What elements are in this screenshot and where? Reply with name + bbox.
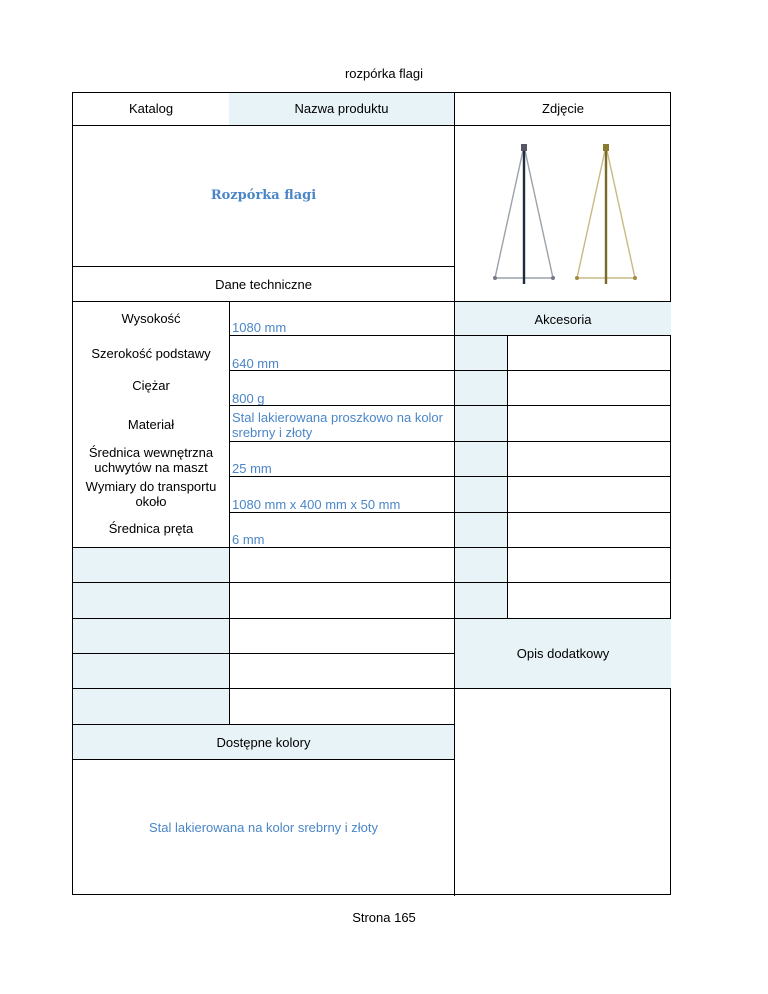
flag-spreader-image	[455, 126, 672, 302]
silver-spreader-icon	[493, 144, 555, 284]
accessory-thumb	[454, 441, 507, 476]
spec-value: Stal lakierowana proszkowo na kolor srebrny i złoty	[229, 405, 454, 441]
accessory-thumb	[454, 370, 507, 405]
empty-row-label	[73, 653, 229, 688]
spec-value: 25 mm	[229, 441, 454, 476]
spec-value: 800 g	[229, 370, 454, 405]
spec-value: 1080 mm x 400 mm x 50 mm	[229, 476, 454, 512]
accessory-desc	[507, 582, 671, 618]
spec-label: Materiał	[127, 417, 175, 432]
product-name-cell	[73, 125, 454, 266]
empty-row-label	[73, 547, 229, 582]
accessory-desc	[507, 512, 671, 547]
accessory-desc	[507, 335, 671, 370]
empty-row-value	[229, 547, 454, 582]
photo-cell	[454, 125, 671, 301]
spec-value: 1080 mm	[229, 301, 454, 335]
accessory-thumb	[454, 405, 507, 441]
spec-label: Wymiary do transportu około	[85, 479, 217, 509]
spec-value: 640 mm	[229, 335, 454, 370]
extra-description-cell	[454, 688, 671, 896]
spec-label: Wysokość	[121, 311, 181, 326]
accessory-desc	[507, 370, 671, 405]
empty-row-value	[229, 653, 454, 688]
accessory-thumb	[454, 547, 507, 582]
accessory-desc	[507, 405, 671, 441]
product-title: Rozpórka flagi	[210, 188, 317, 203]
page-header: rozpórka flagi	[344, 66, 424, 81]
spec-label: Szerokość podstawy	[91, 346, 211, 361]
empty-row-label	[73, 688, 229, 724]
gold-spreader-icon	[575, 144, 637, 284]
product-sheet-table	[72, 92, 671, 895]
accessory-thumb	[454, 582, 507, 618]
accessory-desc	[507, 547, 671, 582]
accessory-desc	[507, 476, 671, 512]
spec-label: Średnica pręta	[108, 521, 194, 536]
photo-header: Zdjęcie	[454, 93, 671, 125]
empty-row-label	[73, 582, 229, 618]
empty-row-value	[229, 618, 454, 653]
empty-row-value	[229, 582, 454, 618]
accessory-thumb	[454, 335, 507, 370]
colors-header: Dostępne kolory	[73, 724, 454, 759]
product-name-header: Nazwa produktu	[229, 93, 454, 125]
tech-data-header: Dane techniczne	[73, 266, 454, 301]
page-footer: Strona 165	[352, 910, 416, 925]
accessory-thumb	[454, 512, 507, 547]
accessory-thumb	[454, 476, 507, 512]
extra-description-header: Opis dodatkowy	[454, 618, 671, 688]
empty-row-label	[73, 618, 229, 653]
accessory-desc	[507, 441, 671, 476]
catalog-header: Katalog	[128, 101, 174, 116]
empty-row-value	[229, 688, 454, 724]
spec-label: Średnica wewnętrzna uchwytów na maszt	[88, 445, 214, 475]
accessories-header: Akcesoria	[454, 301, 671, 335]
spec-label: Ciężar	[132, 378, 170, 393]
colors-value: Stal lakierowana na kolor srebrny i złoty	[148, 820, 379, 835]
spec-value: 6 mm	[229, 512, 454, 547]
colors-cell	[73, 759, 454, 896]
